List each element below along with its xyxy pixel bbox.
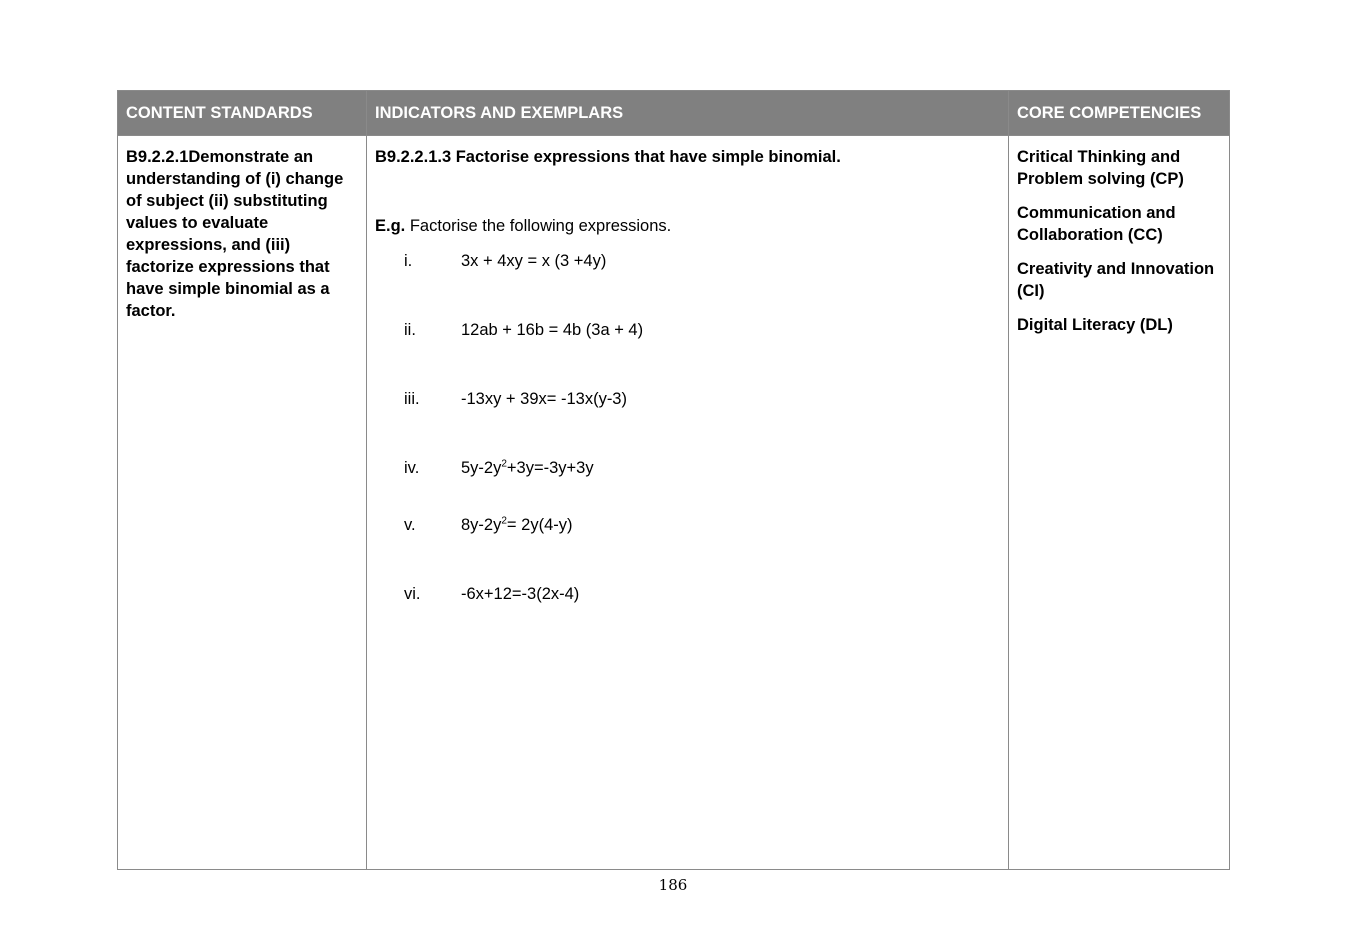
example-number: iii.: [404, 390, 420, 408]
table-row: [118, 136, 1230, 870]
example-expression: 12ab + 16b = 4b (3a + 4): [461, 321, 644, 339]
expr-exponent: 2: [501, 515, 507, 527]
curriculum-table: [117, 90, 1230, 870]
header-indicators-exemplars: INDICATORS AND EXEMPLARS: [367, 91, 1009, 136]
example-number: v.: [404, 516, 416, 534]
example-number: i.: [404, 252, 413, 270]
list-item: [375, 514, 1000, 536]
header-content-standards: CONTENT STANDARDS: [118, 91, 367, 136]
competency-dl: Digital Literacy (DL): [1017, 316, 1173, 334]
example-expression: -6x+12=-3(2x-4): [461, 585, 580, 603]
page-number: 186: [658, 876, 688, 894]
indicators-cell: [367, 136, 1009, 870]
example-expression: [461, 457, 594, 479]
expr-part: +3y=-3y+3y: [506, 459, 594, 477]
competency-cc: Communication and Collaboration (CC): [1017, 204, 1176, 244]
competency-ci: Creativity and Innovation (CI): [1017, 260, 1215, 300]
core-competencies-cell: [1009, 136, 1230, 870]
list-item: [375, 388, 1000, 410]
list-item: [375, 583, 1000, 605]
header-core-competencies: CORE COMPETENCIES: [1009, 91, 1230, 136]
expr-part: 8y-2y: [461, 516, 502, 534]
expr-part: 5y-2y: [461, 459, 502, 477]
list-item: [375, 250, 1000, 272]
competency-cp: Critical Thinking and Problem solving (CP): [1017, 148, 1184, 188]
list-item: [375, 319, 1000, 341]
example-number: iv.: [404, 459, 420, 477]
content-standard-cell: [118, 136, 367, 870]
list-item: [375, 457, 1000, 479]
expr-exponent: 2: [501, 458, 507, 470]
example-number: ii.: [404, 321, 416, 339]
header-row: [118, 91, 1230, 136]
eg-label: E.g.: [375, 217, 406, 235]
eg-line: [375, 215, 1000, 237]
example-expression: 3x + 4xy = x (3 +4y): [461, 252, 607, 270]
content-standard-text: B9.2.2.1Demonstrate an understanding of (i) change of subject (ii) substituting values to evaluate expressions, and (iii) factorize expressions that have simple binomial as a factor.: [126, 148, 344, 320]
example-expression: [461, 514, 572, 536]
expr-part: = 2y(4-y): [506, 516, 573, 534]
example-number: vi.: [404, 585, 421, 603]
example-list: [375, 250, 1000, 605]
example-expression: -13xy + 39x= -13x(y-3): [461, 390, 627, 408]
indicator-heading: B9.2.2.1.3 Factorise expressions that have simple binomial.: [375, 148, 841, 166]
eg-text: Factorise the following expressions.: [405, 217, 672, 235]
